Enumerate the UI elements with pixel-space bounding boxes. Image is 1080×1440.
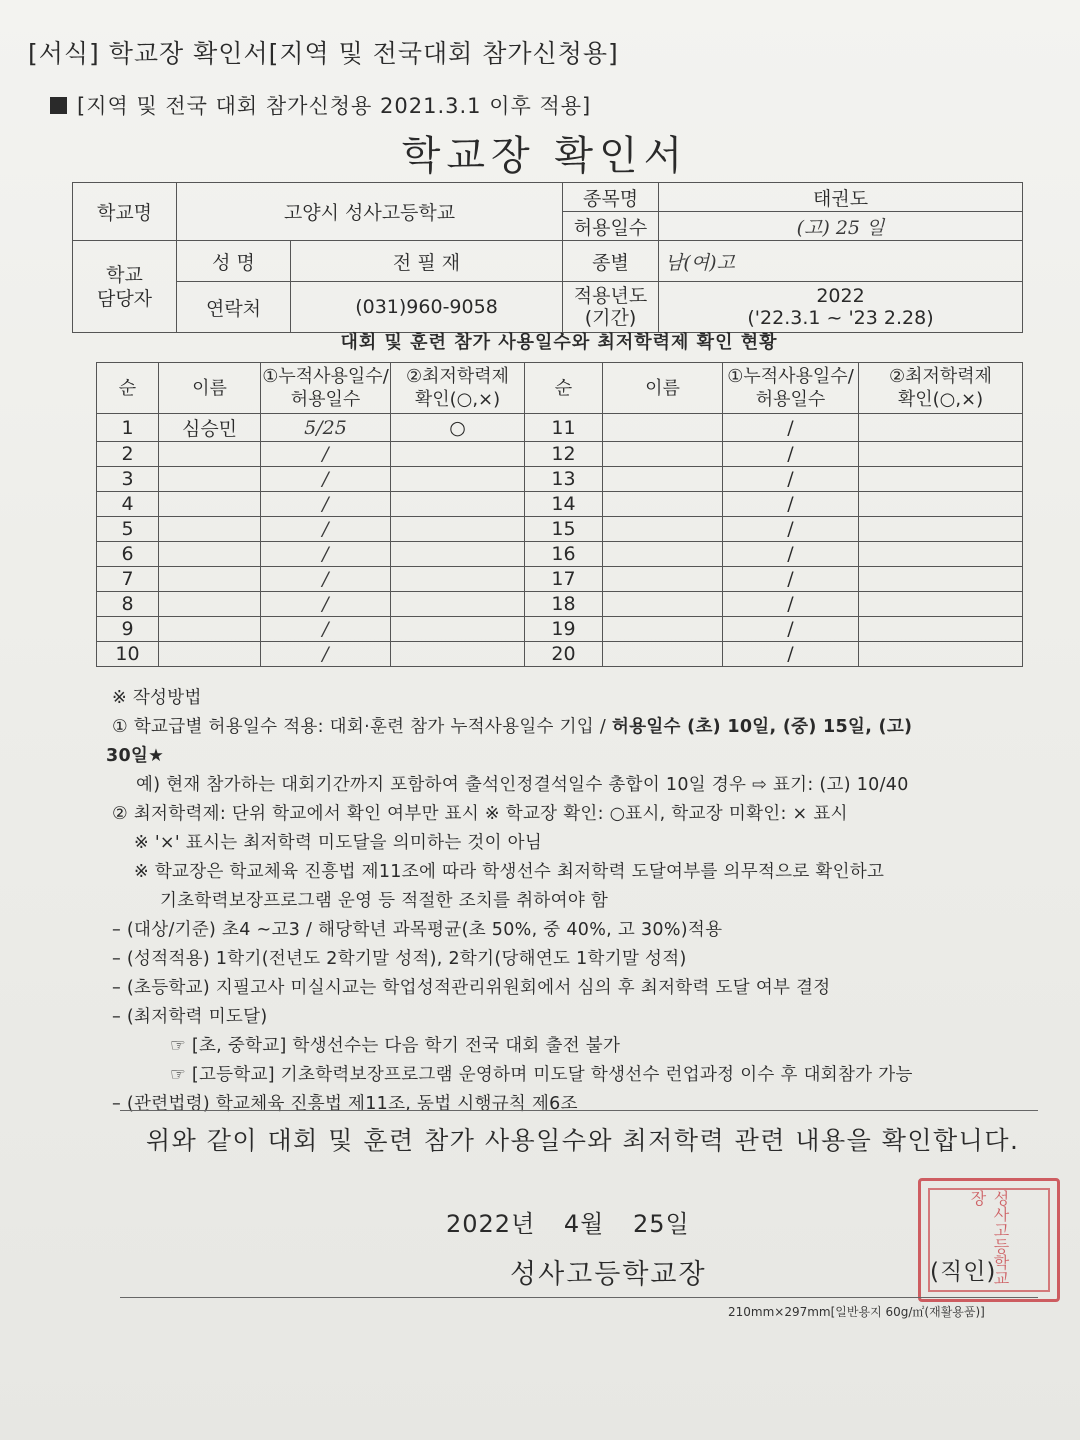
row-name-right [603, 617, 723, 642]
year-cell [659, 282, 1023, 333]
row-days: / [261, 467, 391, 492]
col-check-right-line1: ②최저학력제 [888, 366, 993, 387]
divider-top [120, 1110, 1038, 1111]
school-value: 고양시 성사고등학교 [177, 183, 563, 241]
row-days: / [261, 442, 391, 467]
row-check [391, 492, 525, 517]
row-no: 10 [97, 642, 159, 667]
row-check-right [859, 467, 1023, 492]
row-no: 4 [97, 492, 159, 517]
row-no-right: 18 [525, 592, 603, 617]
row-check-right [859, 642, 1023, 667]
note-1-text: ① 학교급별 허용일수 적용: 대회·훈련 참가 누적사용일수 기입 / [112, 717, 612, 737]
row-check-right [859, 542, 1023, 567]
note-1-bold: 허용일수 (초) 10일, (중) 15일, (고) [611, 717, 913, 737]
detail-2: – (성적적용) 1학기(전년도 2학기말 성적), 2학기(당해연도 1학기말 성적) [112, 949, 687, 969]
table-row [97, 517, 1023, 542]
row-no-right: 14 [525, 492, 603, 517]
row-name [159, 642, 261, 667]
sport-value: 태권도 [659, 183, 1023, 212]
row-check [391, 642, 525, 667]
col-check-line2: 확인(○,×) [414, 389, 501, 410]
usage-body [97, 414, 1023, 667]
row-name-right [603, 467, 723, 492]
note-1 [112, 713, 1032, 742]
scope-text: [지역 및 전국 대회 참가신청용 2021.3.1 이후 적용] [77, 94, 592, 118]
paper-spec: 210mm×297mm[일반용지 60g/㎡(재활용품)] [728, 1305, 985, 1319]
row-check-right [859, 617, 1023, 642]
note-1-example: 예) 현재 참가하는 대회기간까지 포함하여 출석인정결석일수 총합이 10일 경우 ⇨ 표기: (고) 10/40 [136, 775, 909, 795]
row-check-right [859, 442, 1023, 467]
row-no-right: 11 [525, 414, 603, 442]
table-row [97, 414, 1023, 442]
allowed-label: 허용일수 [563, 212, 659, 241]
note-2: ② 최저학력제: 단위 학교에서 확인 여부만 표시 ※ 학교장 확인: ○표시, 학교장 미확인: × 표시 [112, 804, 848, 824]
year-value: 2022 [816, 285, 865, 307]
row-check [391, 442, 525, 467]
row-check [391, 617, 525, 642]
usage-section-title: 대회 및 훈련 참가 사용일수와 최저학력제 확인 현황 [340, 332, 778, 353]
year-label-line2: (기간) [584, 307, 637, 329]
detail-1: – (대상/기준) 초4 ~고3 / 해당학년 과목평균(초 50%, 중 40%, 고 30%)적용 [112, 920, 723, 940]
confirm-text: 위와 같이 대회 및 훈련 참가 사용일수와 최저학력 관련 내용을 확인합니다. [146, 1126, 1020, 1155]
table-row [97, 567, 1023, 592]
row-check [391, 567, 525, 592]
row-days-right: / [723, 414, 859, 442]
row-name [159, 542, 261, 567]
row-no-right: 16 [525, 542, 603, 567]
col-no: 순 [97, 363, 159, 414]
row-no: 9 [97, 617, 159, 642]
row-name [159, 517, 261, 542]
row-days-right: / [723, 542, 859, 567]
year-label-line1: 적용년도 [573, 285, 648, 307]
col-days-right [723, 363, 859, 414]
document-title: 학교장 확인서 [401, 133, 689, 179]
phone-value: (031)960-9058 [291, 282, 563, 333]
row-no: 7 [97, 567, 159, 592]
row-days-right: / [723, 517, 859, 542]
gender-label: 종별 [563, 241, 659, 282]
row-days-right: / [723, 442, 859, 467]
usage-table [96, 362, 1023, 667]
notes-section [106, 684, 1032, 1119]
row-check: ○ [391, 414, 525, 442]
info-table [72, 182, 1023, 333]
row-days-right: / [723, 492, 859, 517]
row-check-right [859, 414, 1023, 442]
row-name [159, 467, 261, 492]
row-days-right: / [723, 642, 859, 667]
row-days: / [261, 592, 391, 617]
table-row [97, 617, 1023, 642]
note-2-a: ※ '×' 표시는 최저학력 미도달을 의미하는 것이 아님 [134, 833, 543, 853]
row-days: / [261, 492, 391, 517]
row-no-right: 13 [525, 467, 603, 492]
col-check-right [859, 363, 1023, 414]
row-name [159, 492, 261, 517]
note-2-b2: 기초학력보장프로그램 운영 등 적절한 조치를 취하여야 함 [160, 891, 609, 911]
row-name-right [603, 642, 723, 667]
seal-inner: 성사고등학교장 [928, 1188, 1050, 1292]
table-row [97, 492, 1023, 517]
col-days-line1: ①누적사용일수/ [262, 366, 389, 387]
detail-4: – (최저학력 미도달) [112, 1007, 268, 1027]
col-check-right-line2: 확인(○,×) [897, 389, 984, 410]
row-no-right: 12 [525, 442, 603, 467]
row-days-right: / [723, 467, 859, 492]
row-name-right [603, 517, 723, 542]
row-check [391, 592, 525, 617]
row-days: / [261, 517, 391, 542]
note-1-cont: 30일★ [106, 746, 165, 766]
row-check [391, 542, 525, 567]
contact-label-line1: 학교 [106, 263, 143, 286]
row-check-right [859, 517, 1023, 542]
row-check-right [859, 492, 1023, 517]
divider-bottom [120, 1297, 1038, 1298]
row-no-right: 19 [525, 617, 603, 642]
row-name-right [603, 442, 723, 467]
name-label: 성 명 [177, 241, 291, 282]
seal-label: (직인) [930, 1259, 997, 1285]
row-name-right [603, 542, 723, 567]
col-days-right-line1: ①누적사용일수/ [727, 366, 854, 387]
row-no-right: 20 [525, 642, 603, 667]
row-days: / [261, 542, 391, 567]
table-row [97, 642, 1023, 667]
issue-date: 2022년 4월 25일 [446, 1210, 690, 1238]
notes-heading: ※ 작성방법 [112, 688, 202, 708]
row-name-right [603, 592, 723, 617]
row-no: 3 [97, 467, 159, 492]
form-label: [서식] 학교장 확인서[지역 및 전국대회 참가신청용] [28, 39, 619, 68]
detail-3: – (초등학교) 지필고사 미실시교는 학업성적관리위원회에서 심의 후 최저학력 도달 여부 결정 [112, 978, 831, 998]
table-row [97, 542, 1023, 567]
row-days-right: / [723, 567, 859, 592]
col-days-right-line2: 허용일수 [755, 389, 826, 410]
scope-line [50, 90, 591, 120]
detail-4-a: ☞ [초, 중학교] 학생선수는 다음 학기 전국 대회 출전 불가 [170, 1036, 621, 1056]
school-label: 학교명 [73, 183, 177, 241]
row-name [159, 442, 261, 467]
period-value: ('22.3.1 ~ '23 2.28) [747, 307, 934, 329]
allowed-value: (고) 25 일 [659, 212, 1023, 241]
table-row [97, 592, 1023, 617]
row-check-right [859, 567, 1023, 592]
row-name [159, 592, 261, 617]
row-no: 8 [97, 592, 159, 617]
row-no: 2 [97, 442, 159, 467]
sport-label: 종목명 [563, 183, 659, 212]
col-days [261, 363, 391, 414]
contact-label [73, 241, 177, 333]
row-name-right [603, 492, 723, 517]
detail-5: – (관련법령) 학교체육 진흥법 제11조, 동법 시행규칙 제6조 [112, 1094, 578, 1114]
phone-label: 연락처 [177, 282, 291, 333]
row-days: / [261, 567, 391, 592]
row-days: 5/25 [261, 414, 391, 442]
row-no: 6 [97, 542, 159, 567]
row-no-right: 15 [525, 517, 603, 542]
square-bullet-icon [50, 97, 67, 114]
name-value: 전 필 재 [291, 241, 563, 282]
row-check-right [859, 592, 1023, 617]
note-2-b: ※ 학교장은 학교체육 진흥법 제11조에 따라 학생선수 최저학력 도달여부를 의무적으로 확인하고 [134, 862, 885, 882]
usage-header-row [97, 363, 1023, 414]
row-days-right: / [723, 617, 859, 642]
detail-4-b: ☞ [고등학교] 기초학력보장프로그램 운영하며 미도달 학생선수 런업과정 이수 후 대회참가 가능 [170, 1065, 913, 1085]
table-row [97, 442, 1023, 467]
row-name [159, 617, 261, 642]
row-name: 심승민 [159, 414, 261, 442]
principal-signature: 성사고등학교장 [510, 1259, 707, 1290]
contact-label-line2: 담당자 [96, 287, 153, 310]
col-name: 이름 [159, 363, 261, 414]
row-no: 1 [97, 414, 159, 442]
col-check [391, 363, 525, 414]
col-days-line2: 허용일수 [290, 389, 361, 410]
row-name [159, 567, 261, 592]
col-check-line1: ②최저학력제 [405, 366, 510, 387]
row-check [391, 517, 525, 542]
table-row [97, 467, 1023, 492]
gender-value: 남(여)고 [659, 241, 1023, 282]
row-no-right: 17 [525, 567, 603, 592]
row-days: / [261, 642, 391, 667]
row-check [391, 467, 525, 492]
col-no-right: 순 [525, 363, 603, 414]
row-name-right [603, 567, 723, 592]
col-name-right: 이름 [603, 363, 723, 414]
row-days-right: / [723, 592, 859, 617]
row-no: 5 [97, 517, 159, 542]
row-name-right [603, 414, 723, 442]
year-label [563, 282, 659, 333]
row-days: / [261, 617, 391, 642]
